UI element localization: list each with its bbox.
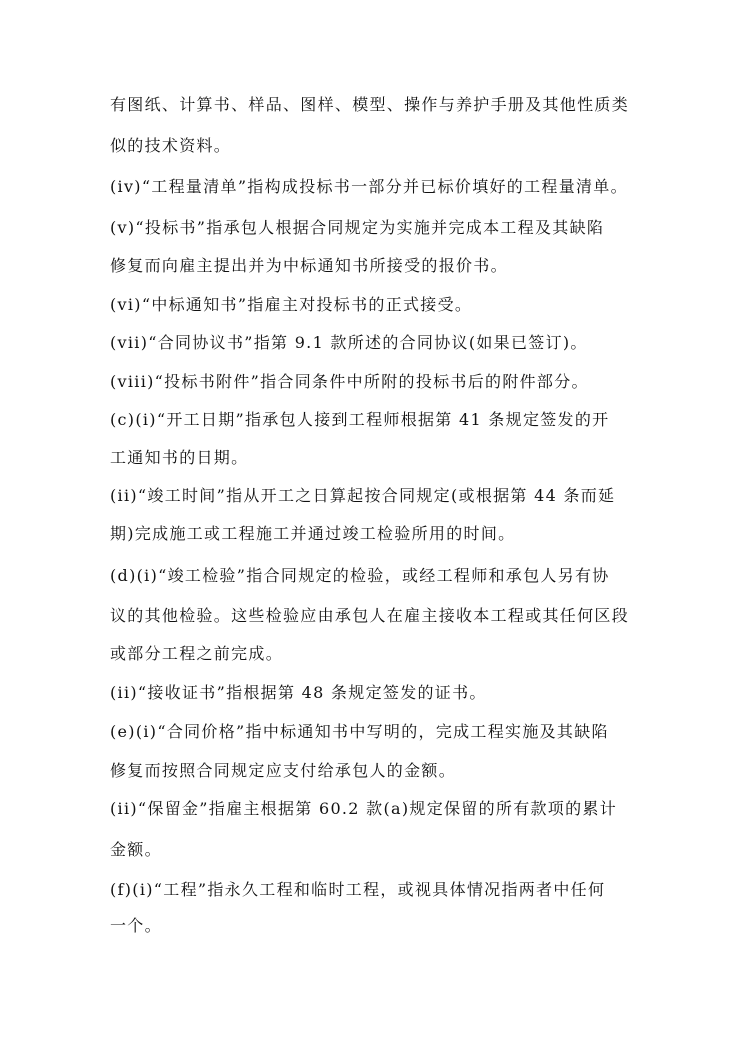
text-line: 期)完成施工或工程施工并通过竣工检验所用的时间。: [110, 524, 516, 543]
text-line: 有图纸、计算书、样品、图样、模型、操作与养护手册及其他性质类: [110, 95, 630, 114]
text-line: 金额。: [110, 840, 162, 859]
text-line: (c)(i)“开工日期”指承包人接到工程师根据第 41 条规定签发的开: [110, 410, 610, 429]
text-line: 一个。: [110, 916, 162, 935]
text-line: 修复而向雇主提出并为中标通知书所接受的报价书。: [110, 256, 508, 275]
text-line: (ii)“接收证书”指根据第 48 条规定签发的证书。: [110, 683, 487, 702]
text-line: 工通知书的日期。: [110, 448, 249, 467]
text-line: 或部分工程之前完成。: [110, 644, 284, 663]
text-line: 似的技术资料。: [110, 136, 232, 155]
text-line: (viii)“投标书附件”指合同条件中所附的投标书后的附件部分。: [110, 372, 589, 391]
text-line: (ii)“竣工时间”指从开工之日算起按合同规定(或根据第 44 条而延: [110, 486, 616, 505]
text-line: (e)(i)“合同价格”指中标通知书中写明的，完成工程实施及其缺陷: [110, 722, 609, 741]
text-line: (v)“投标书”指承包人根据合同规定为实施并完成本工程及其缺陷: [110, 218, 605, 237]
text-line: (vi)“中标通知书”指雇主对投标书的正式接受。: [110, 295, 473, 314]
text-line: 修复而按照合同规定应支付给承包人的金额。: [110, 761, 457, 780]
text-line: (f)(i)“工程”指永久工程和临时工程，或视具体情况指两者中任何: [110, 880, 606, 899]
text-line: (d)(i)“竣工检验”指合同规定的检验，或经工程师和承包人另有协: [110, 566, 610, 585]
text-line: 议的其他检验。这些检验应由承包人在雇主接收本工程或其任何区段: [110, 606, 630, 625]
text-line: (vii)“合同协议书”指第 9.1 款所述的合同协议(如果已签订)。: [110, 333, 588, 352]
text-line: (iv)“工程量清单”指构成投标书一部分并已标价填好的工程量清单。: [110, 177, 628, 196]
text-line: (ii)“保留金”指雇主根据第 60.2 款(a)规定保留的所有款项的累计: [110, 799, 617, 818]
